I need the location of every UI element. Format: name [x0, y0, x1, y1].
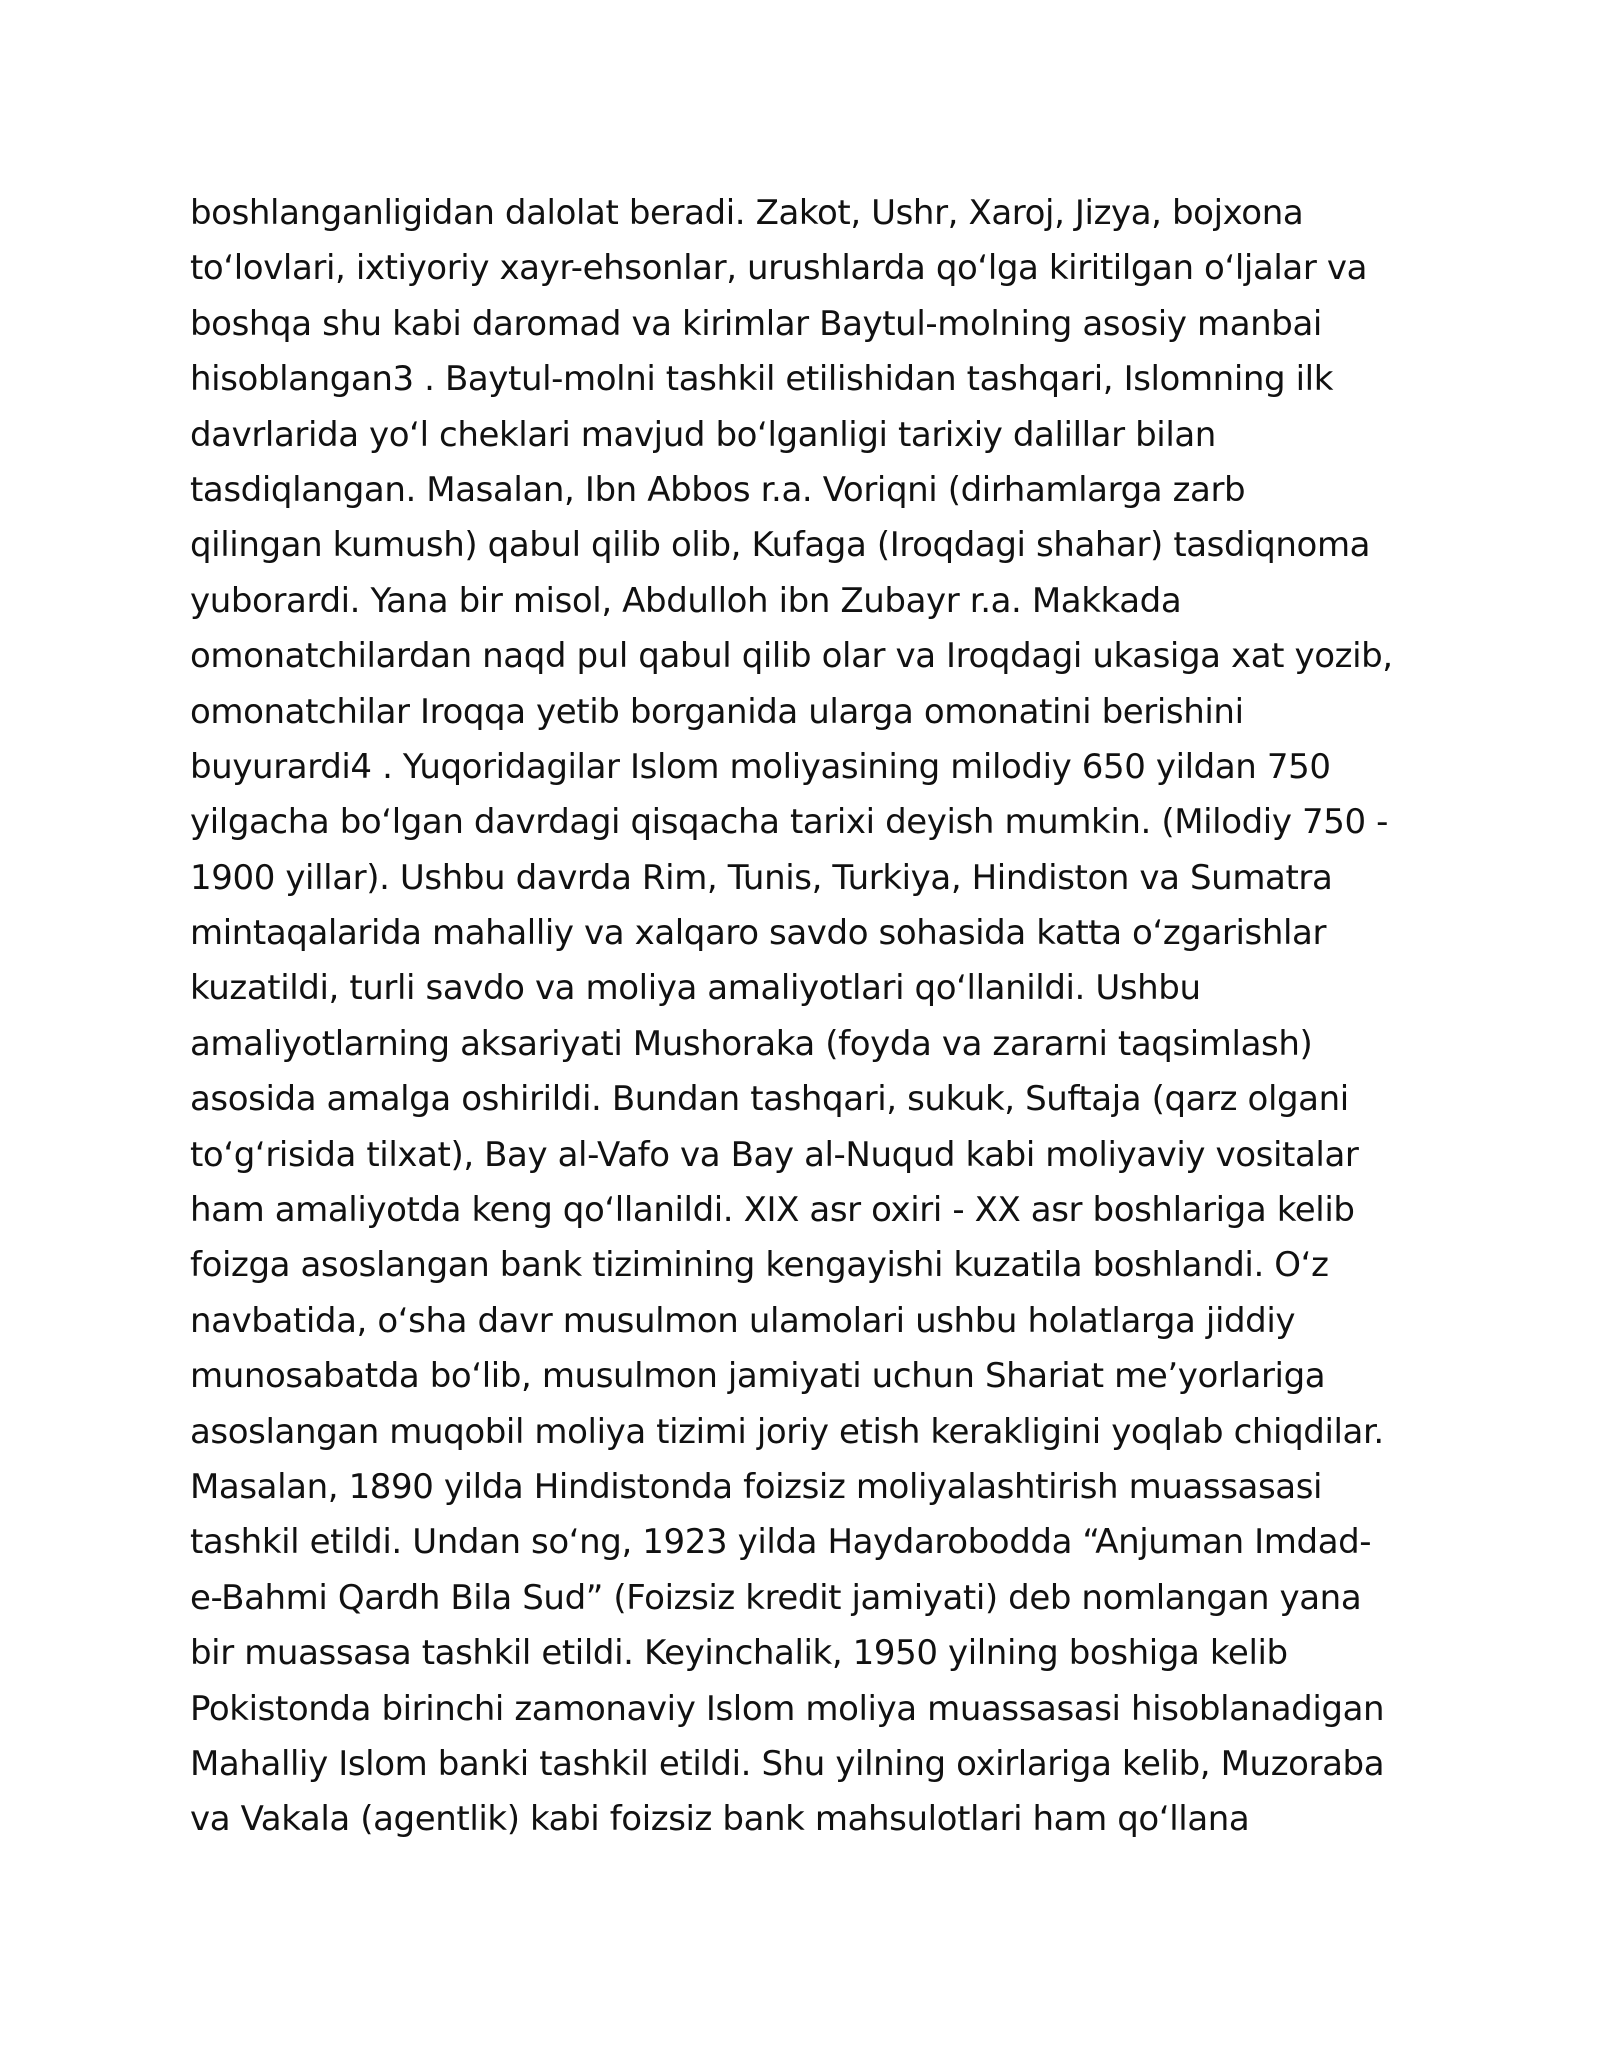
text-line: va Vakala (agentlik) kabi foizsiz bank mahsulotlari ham qo‘llana: [190, 1799, 1250, 1840]
text-line: tasdiqlangan. Masalan, Ibn Abbos r.a. Voriqni (dirhamlarga zarb: [190, 469, 1246, 510]
text-line: asosida amalga oshirildi. Bundan tashqari, sukuk, Suftaja (qarz olgani: [190, 1079, 1349, 1120]
text-line: ham amaliyotda keng qo‘llanildi. XIX asr oxiri - XX asr boshlariga kelib: [190, 1190, 1355, 1231]
text-line: munosabatda bo‘lib, musulmon jamiyati uchun Shariat me’yorlariga: [190, 1356, 1326, 1397]
text-line: omonatchilar Iroqqa yetib borganida ularga omonatini berishini: [190, 691, 1244, 732]
text-line: buyurardi4 . Yuqoridagilar Islom moliyasining milodiy 650 yildan 750: [190, 746, 1331, 787]
text-line: amaliyotlarning aksariyati Mushoraka (foyda va zararni taqsimlash): [190, 1023, 1313, 1064]
text-line: yuborardi. Yana bir misol, Abdulloh ibn Zubayr r.a. Makkada: [190, 580, 1182, 621]
text-line: davrlarida yo‘l cheklari mavjud bo‘lganligi tarixiy dalillar bilan: [190, 414, 1216, 455]
text-line: tashkil etildi. Undan so‘ng, 1923 yilda Haydarobodda “Anjuman Imdad-: [190, 1522, 1372, 1563]
text-line: navbatida, o‘sha davr musulmon ulamolari ushbu holatlarga jiddiy: [190, 1300, 1296, 1341]
text-line: to‘g‘risida tilxat), Bay al-Vafo va Bay al-Nuqud kabi moliyaviy vositalar: [190, 1134, 1359, 1175]
text-line: kuzatildi, turli savdo va moliya amaliyotlari qo‘llanildi. Ushbu: [190, 968, 1201, 1009]
text-line: e-Bahmi Qardh Bila Sud” (Foizsiz kredit jamiyati) deb nomlangan yana: [190, 1577, 1362, 1618]
text-line: qilingan kumush) qabul qilib olib, Kufaga (Iroqdagi shahar) tasdiqnoma: [190, 525, 1371, 566]
text-line: asoslangan muqobil moliya tizimi joriy etish kerakligini yoqlab chiqdilar.: [190, 1411, 1384, 1452]
text-line: Masalan, 1890 yilda Hindistonda foizsiz moliyalashtirish muassasasi: [190, 1466, 1323, 1507]
text-line: 1900 yillar). Ushbu davrda Rim, Tunis, Turkiya, Hindiston va Sumatra: [190, 857, 1333, 898]
text-line: bir muassasa tashkil etildi. Keyinchalik, 1950 yilning boshiga kelib: [190, 1633, 1288, 1674]
text-line: hisoblangan3 . Baytul-molni tashkil etilishidan tashqari, Islomning ilk: [190, 359, 1333, 400]
text-line: foizga asoslangan bank tizimining kengayishi kuzatila boshlandi. O‘z: [190, 1245, 1329, 1286]
text-line: to‘lovlari, ixtiyoriy xayr-ehsonlar, urushlarda qo‘lga kiritilgan o‘ljalar va: [190, 248, 1368, 289]
text-line: mintaqalarida mahalliy va xalqaro savdo sohasida katta o‘zgarishlar: [190, 913, 1327, 954]
text-line: omonatchilardan naqd pul qabul qilib olar va Iroqdagi ukasiga xat yozib,: [190, 636, 1393, 677]
text-line: boshqa shu kabi daromad va kirimlar Baytul-molning asosiy manbai: [190, 303, 1322, 344]
body-paragraph: [190, 186, 1450, 1848]
text-line: Pokistonda birinchi zamonaviy Islom moliya muassasasi hisoblanadigan: [190, 1688, 1385, 1729]
text-line: yilgacha bo‘lgan davrdagi qisqacha tarixi deyish mumkin. (Milodiy 750 -: [190, 802, 1388, 843]
text-line: boshlanganligidan dalolat beradi. Zakot, Ushr, Xaroj, Jizya, bojxona: [190, 193, 1304, 233]
text-line: Mahalliy Islom banki tashkil etildi. Shu yilning oxirlariga kelib, Muzoraba: [190, 1743, 1385, 1784]
